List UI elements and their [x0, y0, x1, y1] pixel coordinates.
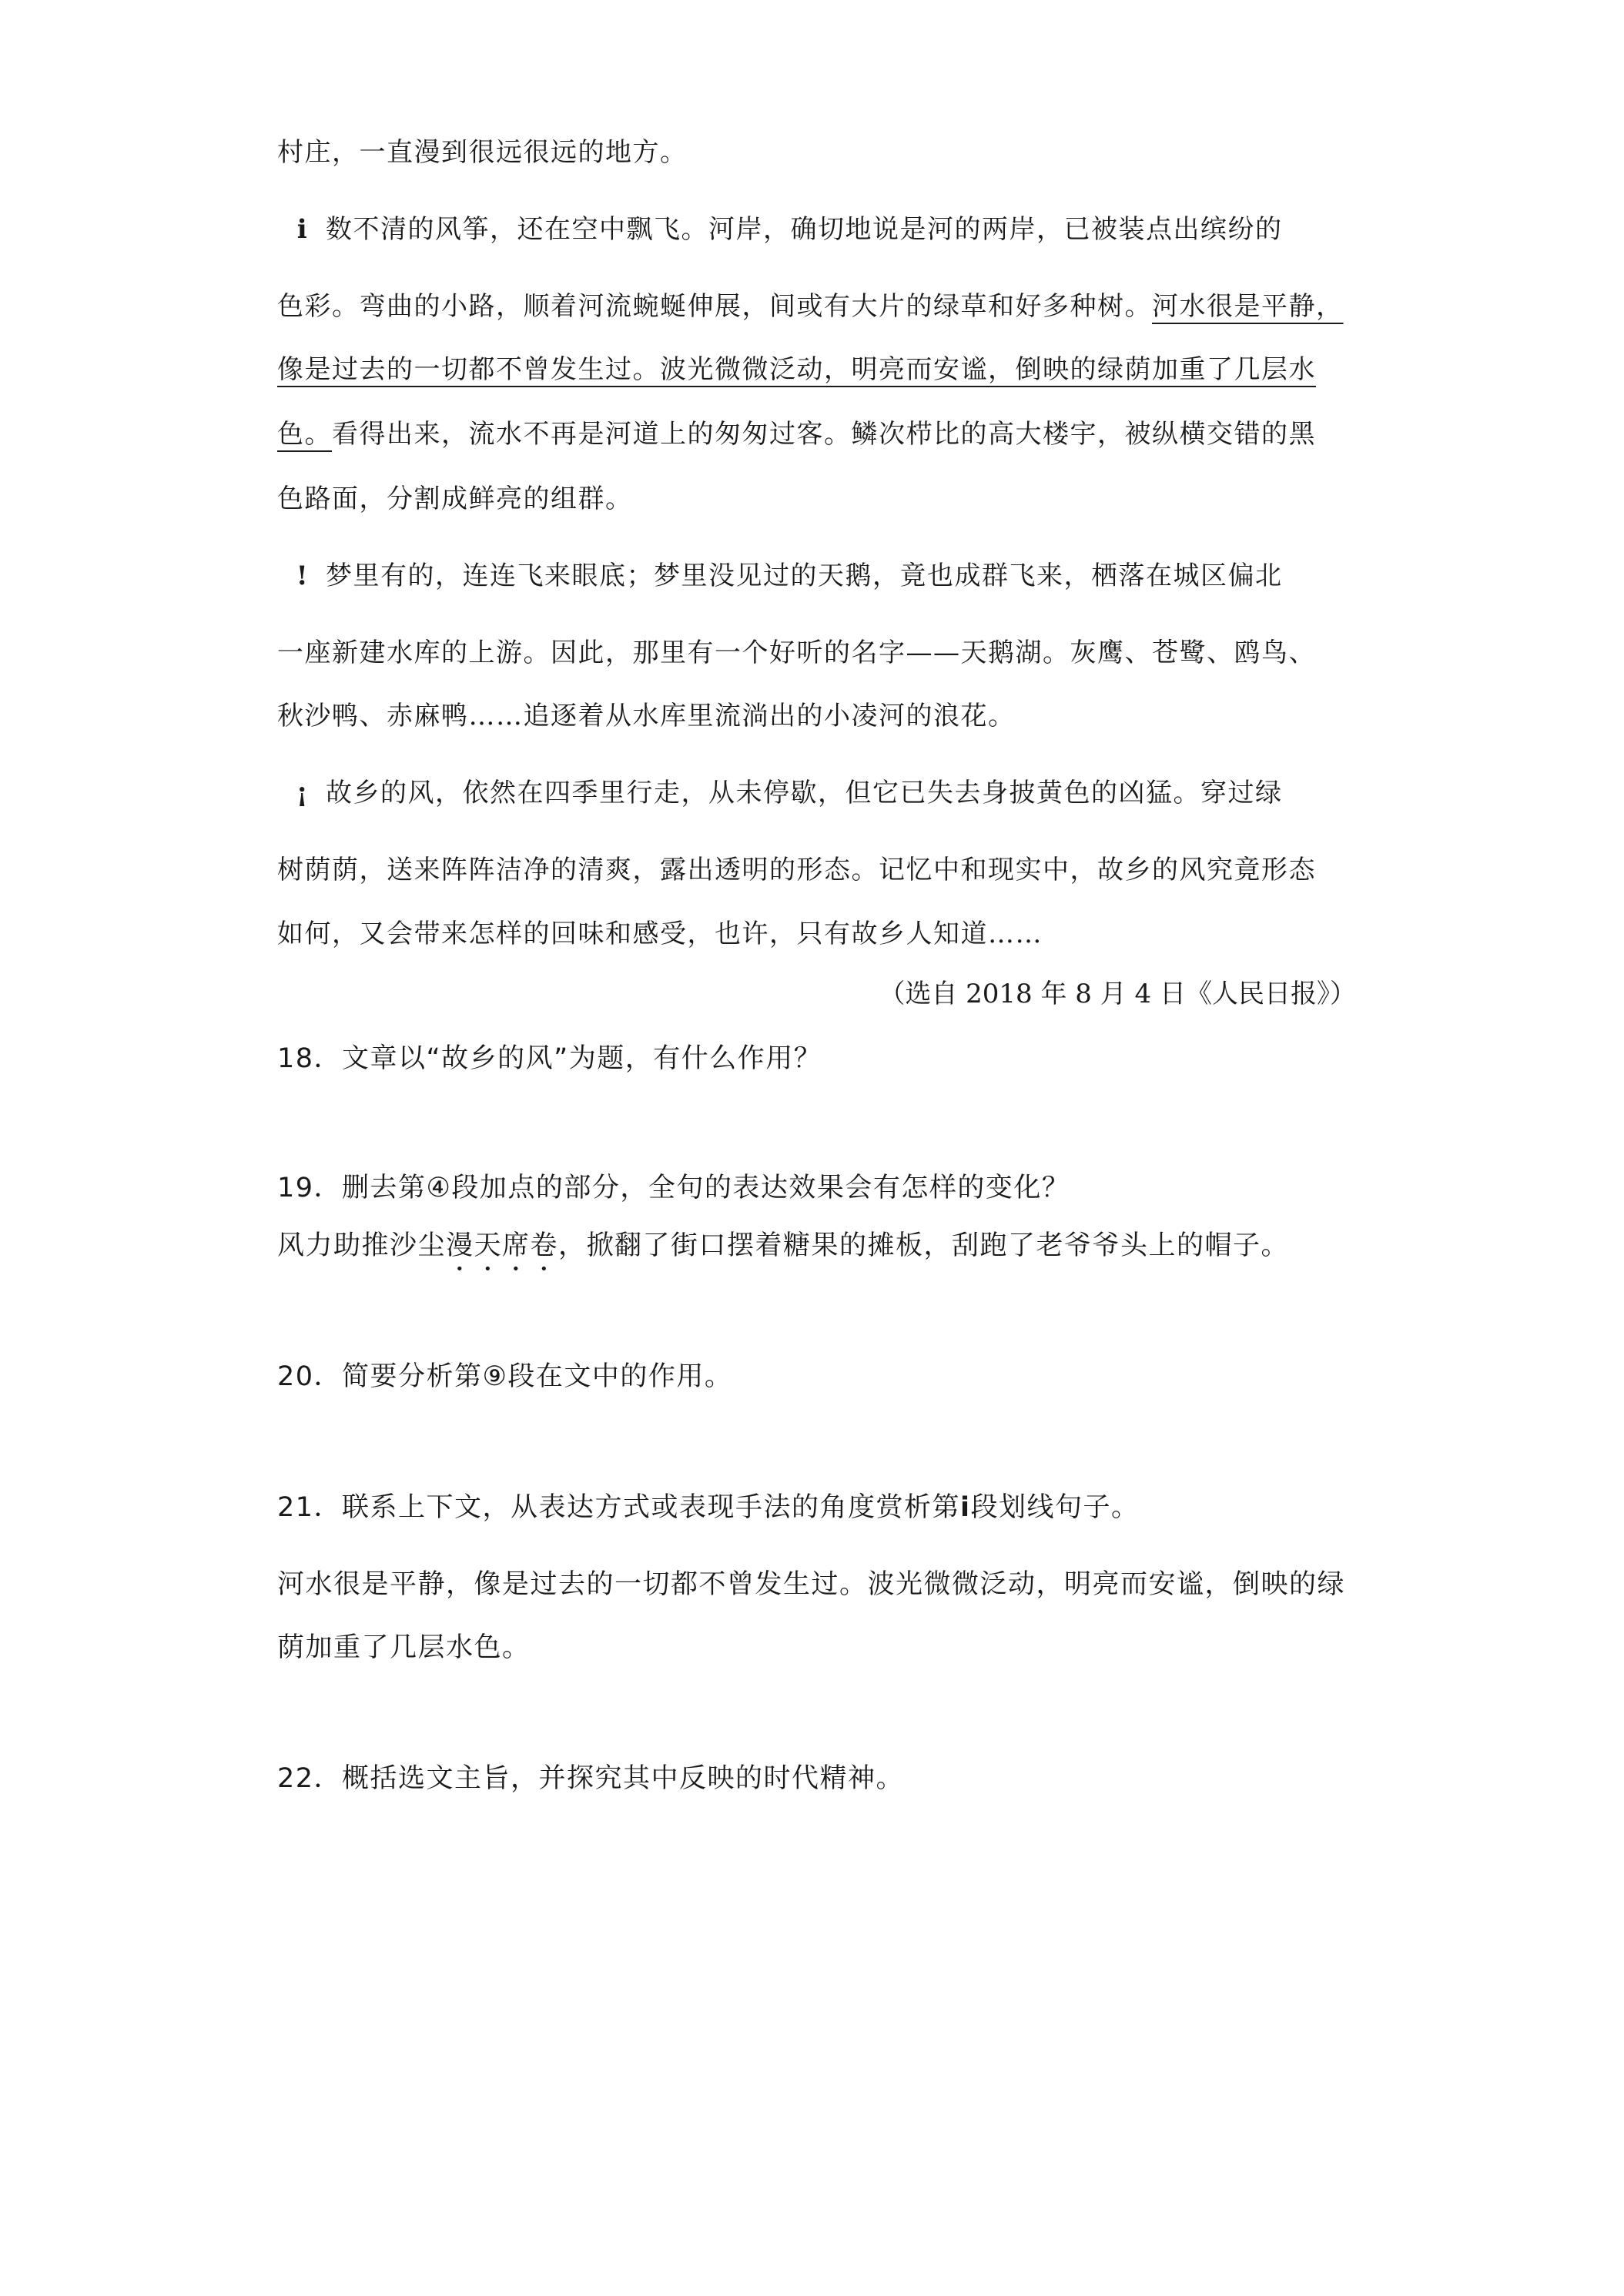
paragraph-10-line-2: [277, 291, 1344, 322]
question-18: 18．文章以“故乡的风”为题，有什么作用？: [277, 1043, 822, 1074]
question-19: 19．删去第④段加点的部分，全句的表达效果会有怎样的变化？: [277, 1173, 1070, 1203]
paragraph-10-text-4: 看得出来，流水不再是河道上的匆匆过客。鳞次栉比的高大楼宇，被纵横交错的黑: [332, 419, 1316, 450]
paragraph-10-line-5: 色路面，分割成鲜亮的组群。: [277, 484, 633, 514]
paragraph-10-line-4: [277, 419, 1316, 450]
question-21: [277, 1492, 1140, 1523]
paragraph-11-line-1: [296, 561, 1283, 591]
paragraph-10-text-1: 数不清的风筝，还在空中飘飞。河岸，确切地说是河的两岸，已被装点出缤纷的: [326, 214, 1283, 245]
paragraph-8-tail: 村庄，一直漫到很远很远的地方。: [277, 137, 688, 168]
underlined-sentence-part-2: 像是过去的一切都不曾发生过。波光微微泛动，明亮而安谧，倒映的绿荫加重了几层水: [277, 354, 1316, 385]
underlined-sentence-part-1: 河水很是平静，: [1152, 291, 1344, 322]
question-19-sentence-end: ，掀翻了街口摆着糖果的摊板，刮跑了老爷爷头上的帽子。: [558, 1230, 1290, 1261]
source-citation: （选自 2018 年 8 月 4 日《人民日报》）: [879, 979, 1356, 1009]
question-21-text-b: 段划线句子。: [970, 1492, 1140, 1523]
paragraph-11-marker: !: [296, 561, 310, 591]
question-21-text-a: 21．联系上下文，从表达方式或表现手法的角度赏析第: [277, 1492, 961, 1523]
question-22: 22．概括选文主旨，并探究其中反映的时代精神。: [277, 1763, 905, 1794]
paragraph-12-line-2: 树荫荫，送来阵阵洁净的清爽，露出透明的形态。记忆中和现实中，故乡的风究竟形态: [277, 855, 1316, 885]
question-20: 20．简要分析第⑨段在文中的作用。: [277, 1361, 733, 1392]
paragraph-10-text-2: 色彩。弯曲的小路，顺着河流蜿蜒伸展，间或有大片的绿草和好多种树。: [277, 291, 1152, 322]
paragraph-12-line-3: 如何，又会带来怎样的回味和感受，也许，只有故乡人知道……: [277, 919, 1043, 949]
question-19-dotted-phrase: 漫天席卷: [446, 1230, 559, 1261]
question-21-quote-line-1: 河水很是平静，像是过去的一切都不曾发生过。波光微微泛动，明亮而安谧，倒映的绿: [277, 1569, 1346, 1600]
question-21-quote-line-2: 荫加重了几层水色。: [277, 1632, 531, 1663]
paragraph-12-line-1: [296, 778, 1283, 808]
paragraph-10-marker: ⅰ: [296, 214, 309, 245]
paragraph-11-text-1: 梦里有的，连连飞来眼底；梦里没见过的天鹅，竟也成群飞来，栖落在城区偏北: [326, 561, 1283, 591]
paragraph-11-line-3: 秋沙鸭、赤麻鸭……追逐着从水库里流淌出的小凌河的浪花。: [277, 701, 1016, 731]
paragraph-10-line-1: [296, 214, 1283, 245]
question-19-sentence: [277, 1230, 1289, 1277]
question-19-sentence-start: 风力助推沙尘: [277, 1230, 447, 1261]
paragraph-12-text-1: 故乡的风，依然在四季里行走，从未停歇，但它已失去身披黄色的凶猛。穿过绿: [326, 778, 1283, 808]
underlined-sentence-part-3: 色。: [277, 419, 332, 450]
paragraph-12-marker: ¡: [296, 778, 310, 808]
paragraph-10-line-3: [277, 354, 1316, 385]
question-21-marker: ⅰ: [960, 1492, 971, 1523]
paragraph-11-line-2: 一座新建水库的上游。因此，那里有一个好听的名字——天鹅湖。灰鹰、苍鹭、鸥鸟、: [277, 638, 1316, 668]
